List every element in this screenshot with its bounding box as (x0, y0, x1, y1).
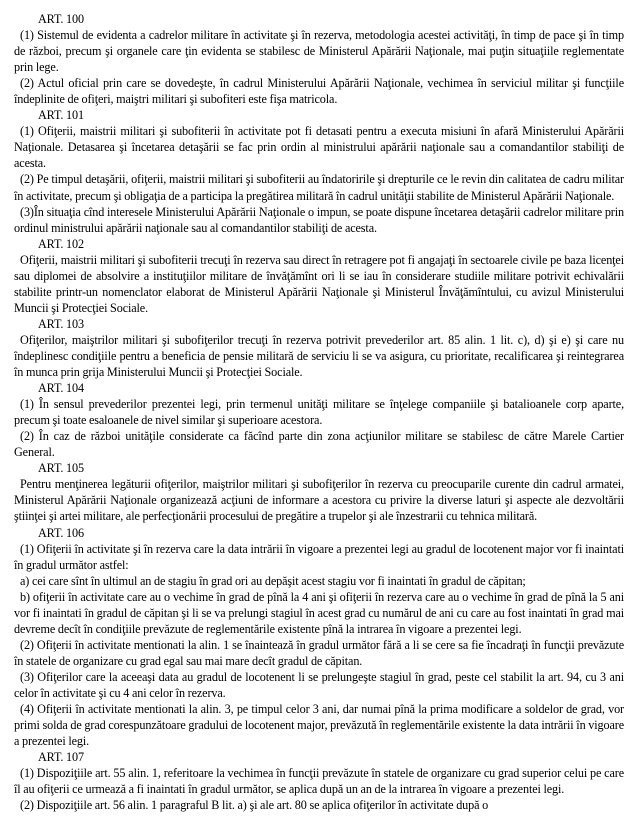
paragraph: b) ofiţerii în activitate care au o vechime în grad de pînă la 4 ani şi ofiţerii în rezerva care au o vechime în grad de pînă la 5 ani vor fi inaintati în gradul de căpitan şi li se va prelungi stagiul în acest grad cu numărul de ani cu care au fost inaintati în grad mai devreme decît în condiţiile prevăzute de reglementările existente pînă la intrarea în vigoare a prezentei legi. (14, 589, 624, 636)
paragraph: (1) Dispoziţiile art. 55 alin. 1, referitoare la vechimea în funcţii prevăzute în statele de organizare cu grad superior celui pe care îl au ofiţerii ce urmează a fi inaintati în gradul următor, se aplica după un an de la intrarea în vigoare a prezentei legi. (14, 766, 624, 797)
paragraph: (2) Dispoziţiile art. 56 alin. 1 paragraful B lit. a) şi ale art. 80 se aplica ofiţerilor în activitate după o (20, 798, 489, 813)
article-heading: ART. 106 (38, 525, 84, 540)
paragraph: (1) Ofiţerii, maistrii militari şi subofiterii în activitate pot fi detasati pentru a executa misiuni în afară Ministerului Apărării Naţionale. Detasarea şi încetarea detaşării se fac prin ordin al ministrului apărării naţionale sau a comandantilor stabiliţi de acesta. (14, 124, 624, 171)
paragraph: Ofiţerii, maistrii militari şi subofiterii trecuţi în rezerva sau direct în retragere pot fi angajaţi în sectoarele civile pe baza licenţei sau diplomei de absolvire a instituţiilor militare de învăţămînt ori li se iau în considerare studiile militare potrivit echivalării stabilite printr-un nomenclator elaborat de Ministerul Apărării Naţionale şi Ministerul Învăţămîntului, cu avizul Ministerului Muncii şi Protecţiei Sociale. (14, 252, 624, 315)
paragraph: (2) Actul oficial prin care se dovedeşte, în cadrul Ministerului Apărării Naţionale, vechimea în serviciul militar şi funcţiile îndeplinite de ofiţeri, maiştri militari şi subofiteri este fişa matricola. (14, 76, 624, 107)
article-heading: ART. 100 (38, 12, 84, 26)
paragraph: (2) Ofiţerii în activitate mentionati la alin. 1 se înaintează în gradul următor fără a li se cere sa fie încadraţi în funcţii prevăzute în statele de organizare cu grad egal sau mai mare decît gradul de căpitan. (14, 637, 624, 668)
article-heading: ART. 101 (38, 108, 84, 123)
paragraph: Pentru menţinerea legăturii ofiţerilor, maiştrilor militari şi subofiţerilor în rezerva cu preocuparile curente din cadrul armatei, Ministerul Apărării Naţionale organizează acţiuni de informare a acestora cu privire la diverse laturi şi aspecte ale dezvoltării ştiinţei şi artei militare, ale perfecţionării procesului de pregătire a trupelor şi ale înzestrarii cu tehnica militară. (14, 477, 624, 524)
paragraph: (3) Ofiţerilor care la aceeaşi data au gradul de locotenent li se prelungeşte stagiul în grad, peste cel stabilit la art. 94, cu 3 ani celor în activitate şi cu 4 ani celor în rezerva. (14, 669, 624, 700)
article-heading: ART. 107 (38, 750, 84, 765)
document-body (14, 11, 624, 813)
paragraph: (1) Ofiţerii în activitate şi în rezerva care la data intrării în vigoare a prezentei legi au gradul de locotenent major vor fi inaintati în gradul următor astfel: (14, 541, 624, 572)
article-heading: ART. 102 (38, 236, 84, 251)
paragraph: (2) În caz de război unităţile considerate ca făcînd parte din zona acţiunilor militare se stabilesc de către Marele Cartier General. (14, 429, 624, 460)
paragraph: (1) În sensul prevederilor prezentei legi, prin termenul unităţi militare se înţelege companiile şi batalioanele corp aparte, precum şi toate esaloanele de nivel similar şi superioare acestora. (14, 397, 624, 428)
paragraph: a) cei care sînt în ultimul an de stagiu în grad ori au depăşit acest stagiu vor fi inaintati în gradul de căpitan; (20, 573, 526, 588)
paragraph: (1) Sistemul de evidenta a cadrelor militare în activitate şi în rezerva, metodologia acestei activităţi, în timp de pace şi în timp de război, precum şi organele care ţin evidenta se stabilesc de Ministerul Apărării Naţionale, mai puţin situaţiile reglementate prin lege. (14, 28, 624, 75)
article-heading: ART. 104 (38, 381, 84, 396)
paragraph: Ofiţerilor, maiştrilor militari şi subofiţerilor trecuţi în rezerva potrivit prevederilor art. 85 alin. 1 lit. c), d) şi e) şi care nu îndeplinesc condiţiile pentru a beneficia de pensie militară de serviciu li se va asigura, cu prioritate, recalificarea şi reintegrarea în munca prin grija Ministerului Muncii şi Protecţiei Sociale. (14, 332, 624, 380)
paragraph: (3)În situaţia cînd interesele Ministerului Apărării Naţionale o impun, se poate dispune încetarea detaşării cadrelor militare prin ordinul ministrului apărării naţionale sau al comandantilor stabiliţi de acesta. (14, 204, 624, 235)
article-heading: ART. 103 (38, 316, 84, 331)
paragraph: (4) Ofiţerii în activitate mentionati la alin. 3, pe timpul celor 3 ani, dar numai pînă la prima modificare a soldelor de grad, vor primi solda de grad corespunzătoare gradului de locotenent major, prevăzută în reglementările existente la data intrării în vigoare a prezentei legi. (14, 702, 624, 749)
paragraph: (2) Pe timpul detaşării, ofiţerii, maistrii militari şi subofiterii au îndatoririle şi drepturile ce le revin din calitatea de cadru militar în activitate, precum şi obligaţia de a participa la pregătirea militară în cadrul unităţii stabilite de Ministerul Apărării Naţionale. (14, 172, 624, 203)
article-heading: ART. 105 (38, 461, 84, 476)
